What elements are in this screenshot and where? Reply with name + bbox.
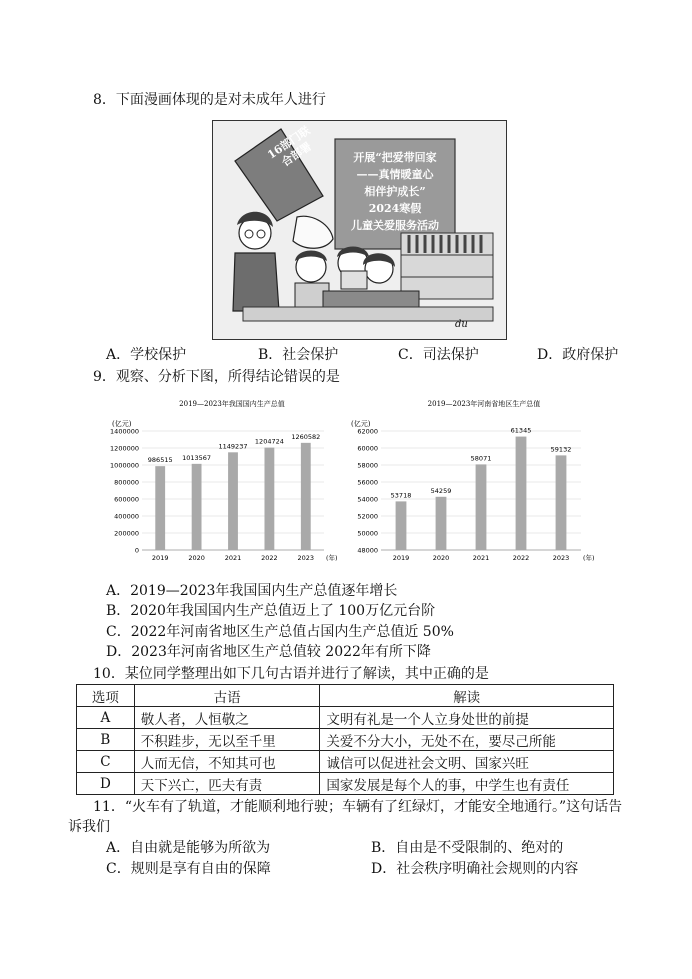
row-option: A [77, 707, 135, 729]
data-label: 54259 [430, 486, 452, 495]
x-tick-label: 2022 [261, 554, 278, 562]
table-row[interactable] [77, 751, 614, 773]
x-tick-label: 2020 [432, 554, 450, 562]
y-tick-label: 200000 [114, 529, 139, 538]
header-interpretation: 解读 [320, 685, 614, 707]
q9-option-a[interactable]: A．2019—2023年我国国内生产总值逐年增长 [106, 583, 398, 599]
table-row[interactable] [77, 707, 614, 729]
x-tick-label: 2021 [224, 554, 242, 562]
board-line-5: 儿童关爱服务活动 [351, 219, 439, 232]
bar [516, 437, 527, 550]
data-label: 1013567 [182, 453, 212, 462]
q8-option-b[interactable]: B．社会保护 [258, 347, 339, 363]
x-axis-label: (年) [583, 554, 595, 562]
data-label: 1149237 [218, 442, 248, 451]
board-line-4: 2024寒假 [368, 202, 422, 215]
board-line-3: 相伴护成长” [364, 185, 426, 198]
y-tick-label: 1000000 [110, 461, 139, 470]
y-axis-label: (亿元) [351, 420, 371, 428]
data-label: 1204724 [254, 437, 284, 446]
chart-title: 2019—2023年河南省地区生产总值 [427, 400, 541, 408]
row-saying: 人而无信，不知其可也 [134, 751, 320, 773]
x-tick-label: 2019 [151, 554, 169, 562]
header-saying: 古语 [134, 685, 320, 707]
row-saying: 敬人者，人恒敬之 [134, 707, 320, 729]
y-tick-label: 58000 [357, 461, 378, 470]
row-interpretation: 国家发展是每个人的事，中学生也有责任 [320, 773, 614, 795]
data-label: 58071 [470, 454, 492, 463]
y-tick-label: 1400000 [110, 427, 139, 436]
y-tick-label: 800000 [114, 478, 139, 487]
table-header-row [77, 685, 614, 707]
y-tick-label: 54000 [357, 495, 378, 504]
y-tick-label: 52000 [357, 512, 378, 521]
y-tick-label: 0 [134, 546, 139, 555]
x-tick-label: 2021 [472, 554, 490, 562]
q8-option-a[interactable]: A．学校保护 [106, 347, 187, 363]
question-8-stem: 8．下面漫画体现的是对未成年人进行 [93, 92, 326, 108]
row-interpretation: 关爱不分大小，无处不在，要尽己所能 [320, 729, 614, 751]
bar [436, 497, 447, 550]
x-tick-label: 2022 [512, 554, 530, 562]
q11-option-d[interactable]: D．社会秩序明确社会规则的内容 [371, 861, 579, 877]
cartoon-sign-text: 16部门联合部署 [265, 123, 314, 170]
table-row[interactable] [77, 773, 614, 795]
data-label: 53718 [390, 491, 412, 500]
x-tick-label: 2020 [188, 554, 205, 562]
chart-title: 2019—2023年我国国内生产总值 [179, 400, 285, 408]
bar [396, 501, 407, 550]
row-option: C [77, 751, 135, 773]
data-label: 986515 [147, 456, 173, 465]
row-option: D [77, 773, 135, 795]
cartoon-board-text [337, 149, 453, 234]
bar [301, 443, 311, 550]
bar [192, 464, 202, 550]
y-tick-label: 56000 [357, 478, 378, 487]
row-interpretation: 诚信可以促进社会文明、国家兴旺 [320, 751, 614, 773]
question-11-stem-line1: 11．“火车有了轨道，才能顺利地行驶；车辆有了红绿灯，才能安全地通行。”这句话告 [93, 799, 623, 815]
chart-henan-gdp [345, 395, 603, 567]
q10-table [76, 684, 614, 795]
board-line-1: 开展“把爱带回家 [353, 151, 437, 164]
bar [556, 455, 567, 550]
q8-option-d[interactable]: D．政府保护 [537, 347, 619, 363]
bar [476, 464, 487, 550]
bar [228, 452, 238, 550]
y-axis-label: (亿元) [112, 420, 132, 428]
q9-option-c[interactable]: C．2022年河南省地区生产总值占国内生产总值近 50% [106, 624, 454, 640]
x-tick-label: 2023 [297, 554, 315, 562]
data-label: 59132 [550, 445, 572, 454]
row-interpretation: 文明有礼是一个人立身处世的前提 [320, 707, 614, 729]
y-tick-label: 60000 [357, 444, 378, 453]
y-tick-label: 400000 [114, 512, 139, 521]
row-option: B [77, 729, 135, 751]
question-11-stem-line2: 诉我们 [68, 819, 110, 835]
q9-option-b[interactable]: B．2020年我国国内生产总值迈上了 100万亿元台阶 [106, 603, 436, 619]
table-row[interactable] [77, 729, 614, 751]
bar [155, 466, 165, 550]
chart-national-gdp [98, 395, 346, 567]
y-tick-label: 50000 [357, 529, 378, 538]
row-saying: 天下兴亡，匹夫有责 [134, 773, 320, 795]
q11-option-b[interactable]: B．自由是不受限制的、绝对的 [371, 840, 564, 856]
y-tick-label: 48000 [357, 546, 378, 555]
header-option: 选项 [77, 685, 135, 707]
board-line-2: ——真情暖童心 [356, 168, 434, 181]
question-9-stem: 9．观察、分析下图，所得结论错误的是 [93, 369, 340, 385]
x-tick-label: 2019 [392, 554, 410, 562]
bar [264, 448, 274, 550]
data-label: 61345 [510, 426, 532, 435]
x-axis-label: (年) [326, 554, 338, 562]
question-10-stem: 10．某位同学整理出如下几句古语并进行了解读，其中正确的是 [93, 666, 489, 682]
q11-option-c[interactable]: C．规则是享有自由的保障 [106, 861, 271, 877]
y-tick-label: 1200000 [110, 444, 139, 453]
row-saying: 不积跬步，无以至千里 [134, 729, 320, 751]
q8-option-c[interactable]: C．司法保护 [398, 347, 479, 363]
y-tick-label: 600000 [114, 495, 139, 504]
x-tick-label: 2023 [552, 554, 570, 562]
cartoon-signature: du [455, 319, 468, 330]
data-label: 1260582 [291, 432, 321, 441]
cartoon-image [212, 120, 507, 340]
q11-option-a[interactable]: A．自由就是能够为所欲为 [106, 840, 271, 856]
y-tick-label: 62000 [357, 427, 378, 436]
q9-option-d[interactable]: D．2023年河南省地区生产总值较 2022年有所下降 [106, 644, 431, 660]
